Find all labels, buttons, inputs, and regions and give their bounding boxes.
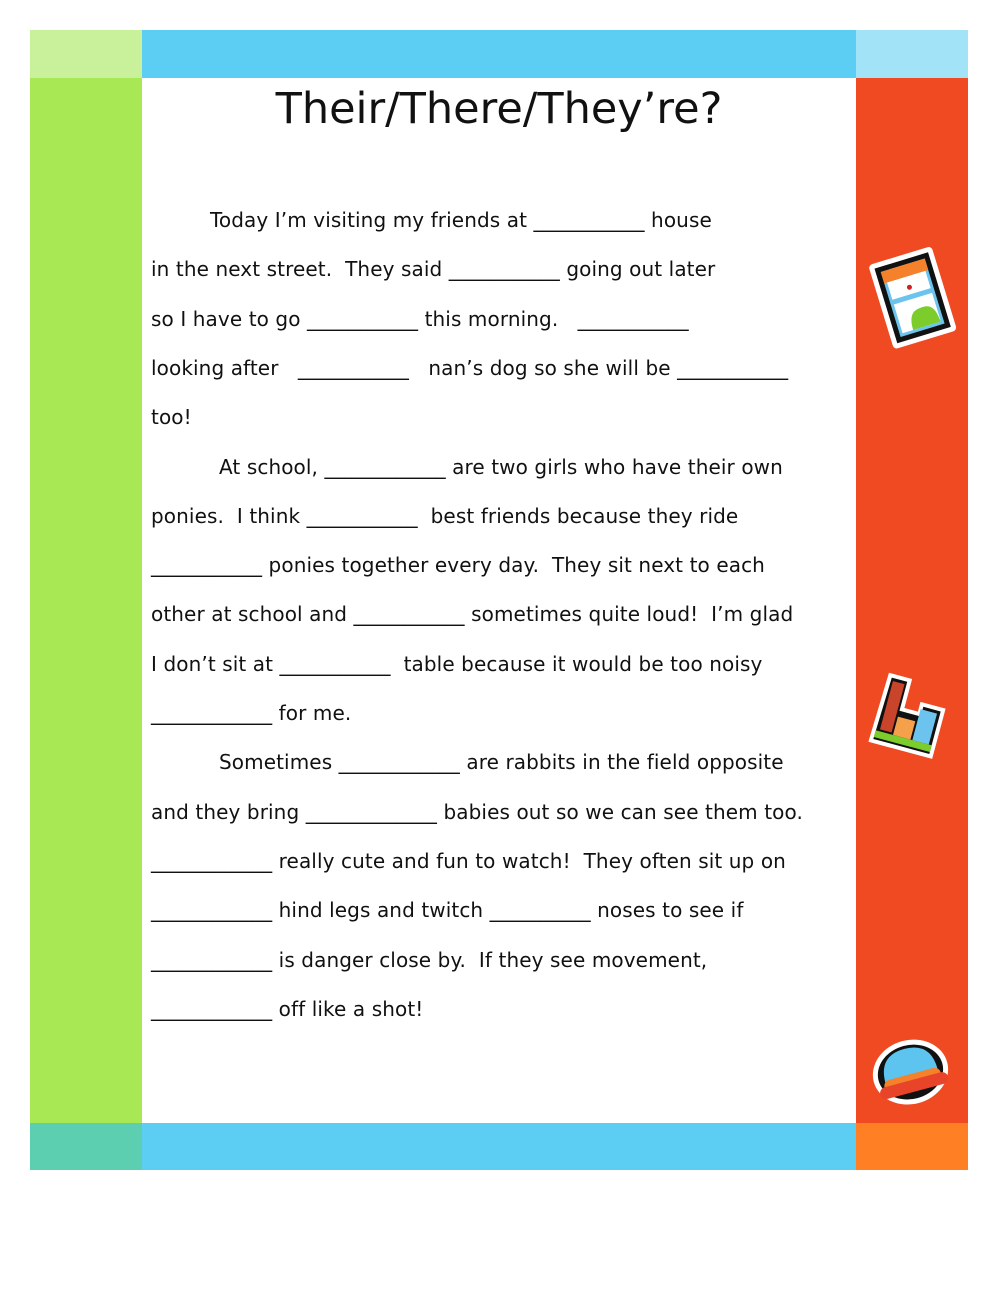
- border-right: [856, 78, 968, 1123]
- worksheet-line: ponies. I think ___________ best friends because they ride: [151, 503, 739, 528]
- worksheet-line: too!: [151, 405, 192, 430]
- worksheet-line: At school, ____________ are two girls who have their own: [219, 454, 783, 479]
- worksheet-line: ____________ really cute and fun to watch! They often sit up on: [151, 848, 786, 873]
- border-left: [30, 78, 142, 1123]
- sofa-icon: [866, 1034, 956, 1114]
- border-top: [142, 30, 856, 78]
- buildings-icon: [866, 670, 956, 765]
- worksheet-line: Sometimes ____________ are rabbits in the field opposite: [219, 750, 784, 775]
- border-top-left: [30, 30, 142, 78]
- worksheet-line: looking after ___________ nan’s dog so she will be ___________: [151, 355, 789, 380]
- window-icon: [862, 244, 962, 354]
- worksheet-line: ____________ hind legs and twitch __________ noses to see if: [151, 898, 744, 923]
- worksheet-line: so I have to go ___________ this morning. ___________: [151, 306, 689, 331]
- border-top-right: [856, 30, 968, 78]
- page-title: Their/There/They’re?: [275, 84, 723, 134]
- worksheet-line: ____________ is danger close by. If they see movement,: [151, 947, 708, 972]
- worksheet-line: I don’t sit at ___________ table because it would be too noisy: [151, 651, 763, 676]
- worksheet-line: Today I’m visiting my friends at ___________ house: [210, 208, 712, 232]
- border-bottom: [142, 1123, 856, 1170]
- worksheet-line: in the next street. They said ___________ going out later: [151, 257, 716, 282]
- border-bottom-right: [856, 1123, 968, 1170]
- border-bottom-left: [30, 1123, 142, 1170]
- worksheet-line: other at school and ___________ sometimes quite loud! I’m glad: [151, 602, 794, 627]
- worksheet-line: and they bring _____________ babies out so we can see them too.: [151, 799, 803, 824]
- worksheet-line: ____________ off like a shot!: [151, 996, 424, 1021]
- worksheet-line: ___________ ponies together every day. They sit next to each: [151, 553, 765, 578]
- worksheet-line: ____________ for me.: [151, 701, 352, 725]
